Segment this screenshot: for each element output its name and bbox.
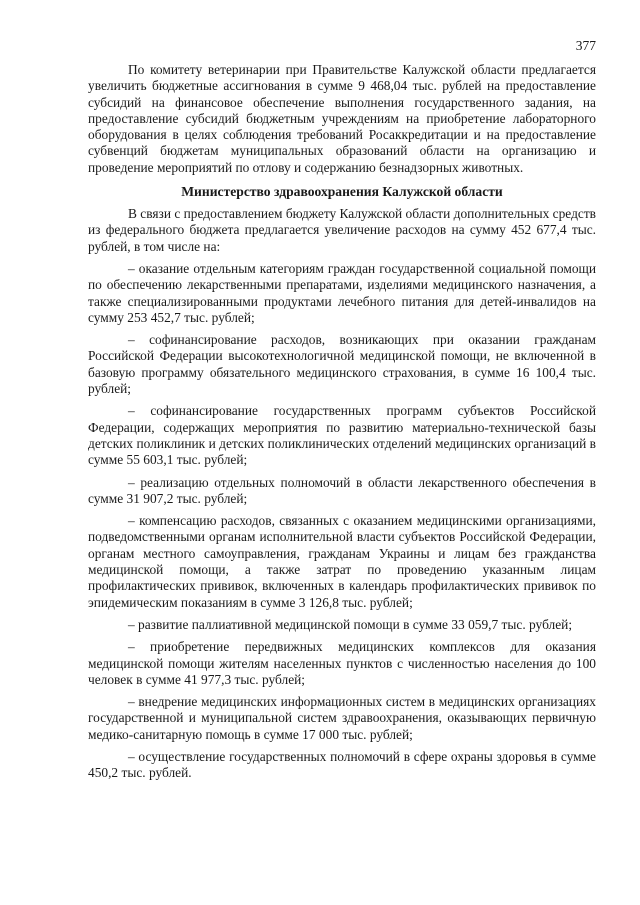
list-item-drug-provision: – реализацию отдельных полномочий в области лекарственного обеспечения в сумме 31 907,2 тыс. рублей; xyxy=(88,474,596,506)
list-item-palliative-care: – развитие паллиативной медицинской помощи в сумме 33 059,7 тыс. рублей; xyxy=(128,616,573,632)
list-item-high-tech-care: – софинансирование расходов, возникающих при оказании гражданам Российской Федерации высокотехнологичной медицинской помощи, не включенной в базовую программу обязательного медицинского страхования, в сумме 16 100,4 тыс. рублей; xyxy=(88,332,596,397)
page-number: 377 xyxy=(575,38,596,53)
intro-paragraph: По комитету ветеринарии при Правительстве Калужской области предлагается увеличить бюджетные ассигнования в сумме 9 468,04 тыс. рублей на предоставление субсидий на финансовое обеспечение выполнения государственного задания, на предоставление субсидий бюджетным учреждениям на приобретение лабораторного оборудования в целях соблюдения требований Росаккредитации и на предоставление субвенций бюджетам муниципальных образований области на организацию и проведение мероприятий по отлову и содержанию безнадзорных животных. xyxy=(88,62,596,175)
list-item-children-clinics: – софинансирование государственных программ субъектов Российской Федерации, содержащих мероприятия по развитию материально-технической базы детских поликлиник и детских поликлинических отделений медицинских организаций в сумме 55 603,1 тыс. рублей; xyxy=(88,403,596,468)
list-item-health-powers: – осуществление государственных полномочий в сфере охраны здоровья в сумме 450,2 тыс. рублей. xyxy=(88,748,596,781)
list-item-information-systems: – внедрение медицинских информационных систем в медицинских организациях государственной и муниципальной систем здравоохранения, оказывающих первичную медико-санитарную помощь в сумме 17 000 тыс. рублей; xyxy=(88,694,596,742)
section-title: Министерство здравоохранения Калужской области xyxy=(181,184,503,200)
list-item-mobile-complexes: – приобретение передвижных медицинских комплексов для оказания медицинской помощи жителям населенных пунктов с численностью населения до 100 человек в сумме 41 977,3 тыс. рублей; xyxy=(88,639,596,687)
list-item-ukraine-citizens-care: – компенсацию расходов, связанных с оказанием медицинскими организациями, подведомственными органам исполнительной власти субъектов Российской Федерации, органам местного самоуправления, гражданам Украины и лицам без гражданства медицинской помощи, а также затрат по проведению указанным лицам профилактических прививок, включенных в календарь профилактических прививок по эпидемическим показаниям в сумме 3 126,8 тыс. рублей; xyxy=(88,513,596,610)
list-item-medication-assistance: – оказание отдельным категориям граждан государственной социальной помощи по обеспечению лекарственными препаратами, изделиями медицинского назначения, а также специализированными продуктами лечебного питания для детей-инвалидов на сумму 253 452,7 тыс. рублей; xyxy=(88,260,596,325)
section-intro-paragraph: В связи с предоставлением бюджету Калужской области дополнительных средств из федерального бюджета предлагается увеличение расходов на сумму 452 677,4 тыс. рублей, в том числе на: xyxy=(88,206,596,254)
document-body xyxy=(88,62,596,788)
